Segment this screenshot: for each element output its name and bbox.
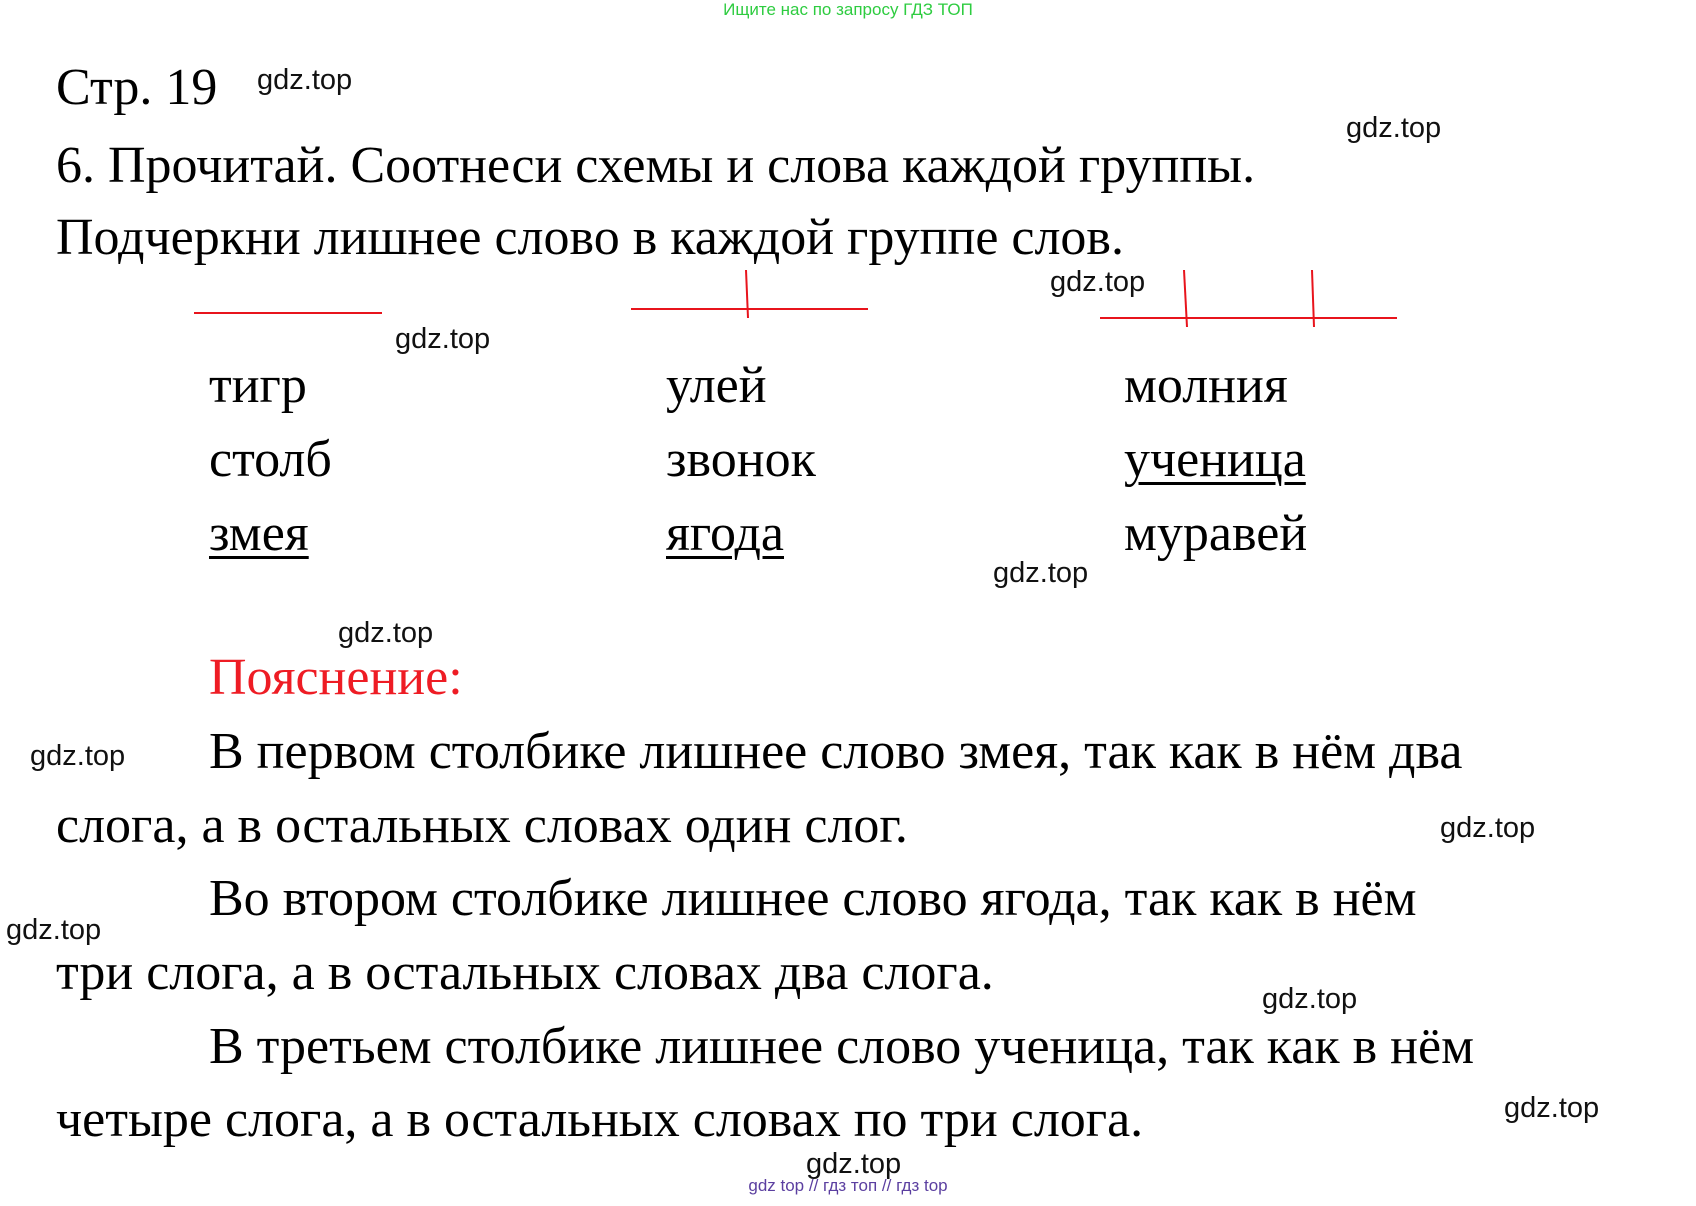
scheme-2-divider [746,270,748,318]
footer-links [0,1176,1696,1196]
word-col3-3: муравей [1124,505,1308,562]
explanation-1-line-1: В первом столбике лишнее слово змея, так как в нём два [209,723,1463,780]
word-col1-3-underlined: змея [209,505,309,562]
page-label: Стр. 19 [56,59,218,116]
watermark: gdz.top [1262,983,1358,1015]
word-col2-2: звонок [666,431,816,488]
explanation-3-line-1: В третьем столбике лишнее слово ученица, так как в нём [209,1018,1474,1075]
footer-link-gdz-top-ru[interactable]: гдз топ [823,1176,878,1195]
word-col1-2: столб [209,431,332,488]
explanation-2-line-2: три слога, а в остальных словах два слога. [56,944,994,1001]
task-line-1: 6. Прочитай. Соотнеси схемы и слова каждой группы. [56,137,1256,194]
footer-link-gdz-top[interactable]: gdz top [748,1176,805,1195]
word-col2-3-underlined: ягода [666,505,784,562]
top-banner: Ищите нас по запросу ГДЗ ТОП [723,0,973,19]
watermark: gdz.top [338,617,434,649]
watermark: gdz.top [257,64,353,96]
word-col2-1: улей [666,357,767,414]
watermark: gdz.top [1346,112,1442,144]
footer-separator: // [808,1176,819,1195]
watermark: gdz.top [1050,266,1146,298]
watermark: gdz.top [395,323,491,355]
explanation-heading: Пояснение: [209,649,463,706]
word-col3-1: молния [1124,357,1288,414]
watermark: gdz.top [993,557,1089,589]
watermark: gdz.top [806,1148,902,1180]
footer-link-gdz-top-mixed[interactable]: гдз top [896,1176,948,1195]
footer-separator: // [881,1176,892,1195]
watermark: gdz.top [1440,812,1536,844]
task-line-2: Подчеркни лишнее слово в каждой группе слов. [56,209,1124,266]
explanation-3-line-2: четыре слога, а в остальных словах по три слога. [56,1091,1144,1148]
word-col1-1: тигр [209,357,307,414]
watermark: gdz.top [1504,1092,1600,1124]
word-col3-2-underlined: ученица [1124,431,1306,488]
watermark: gdz.top [30,740,126,772]
explanation-1-line-2: слога, а в остальных словах один слог. [56,797,908,854]
explanation-2-line-1: Во втором столбике лишнее слово ягода, так как в нём [209,870,1417,927]
watermark: gdz.top [6,914,102,946]
